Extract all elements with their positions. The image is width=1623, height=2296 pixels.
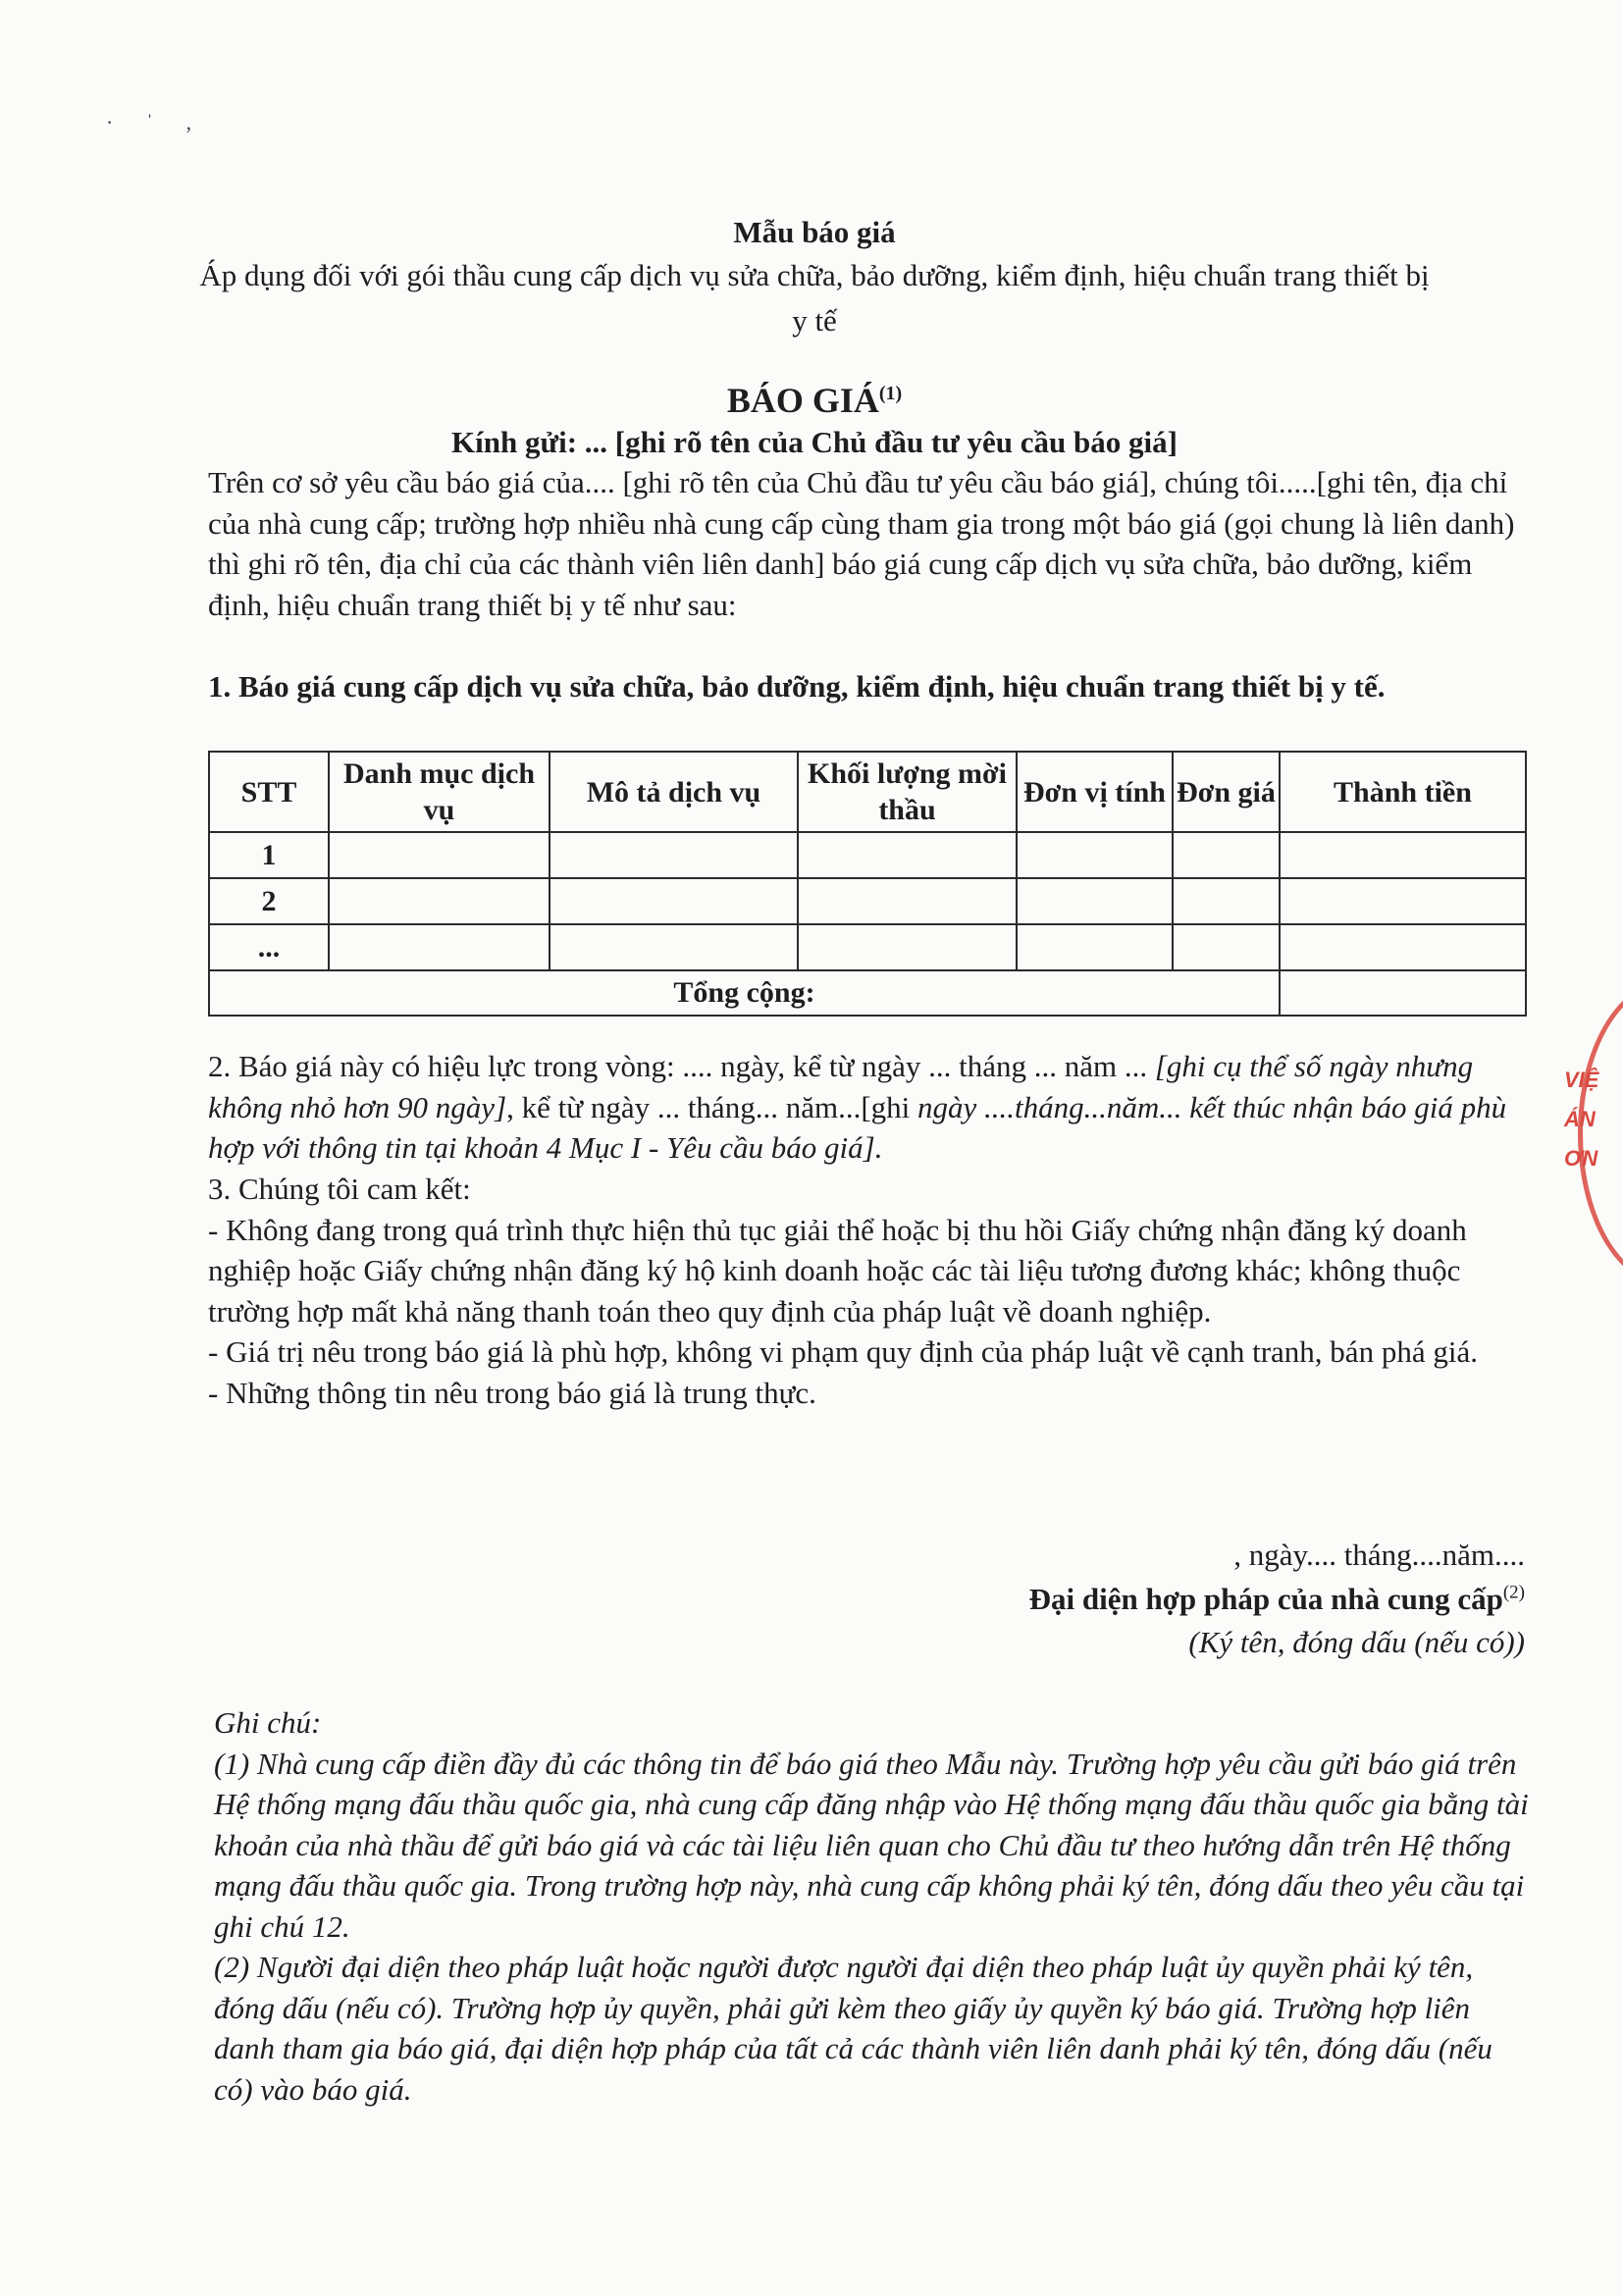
signature-date-line: , ngày.... tháng....năm.... [1233,1538,1525,1572]
stamp-text: ÁN [1564,1107,1596,1131]
section-1-heading: 1. Báo giá cung cấp dịch vụ sửa chữa, bảo dưỡng, kiểm định, hiệu chuẩn trang thiết bị y tế. [208,669,1386,704]
table-cell [550,832,798,878]
notes-heading: Ghi chú: [214,1705,322,1740]
signature-title-footnote: (2) [1502,1582,1525,1603]
form-subtitle: Áp dụng đối với gói thầu cung cấp dịch vụ sửa chữa, bảo dưỡng, kiểm định, hiệu chuẩn trang thiết bị y tế [199,258,1430,338]
table-cell [1280,878,1526,924]
table-row [209,832,1526,878]
table-cell: 1 [209,832,329,878]
section-2-text-2: , kể từ ngày ... tháng... năm...[ghi [506,1089,918,1124]
table-cell: ... [209,924,329,970]
form-title: Mẫu báo giá [733,215,896,249]
table-cell [798,924,1017,970]
table-row [209,878,1526,924]
table-header-cell: Đơn giá [1173,752,1280,832]
table-cell [798,832,1017,878]
table-cell [329,832,550,878]
table-cell: 2 [209,878,329,924]
table-cell [550,878,798,924]
table-total-value [1280,970,1526,1016]
commitment-item: - Không đang trong quá trình thực hiện thủ tục giải thể hoặc bị thu hồi Giấy chứng nhận đăng ký doanh nghiệp hoặc Giấy chứng nhận đăng ký hộ kinh doanh hoặc các tài liệu tương đương khác; không thuộc trường hợp mất khả năng thanh toán theo quy định của pháp luật về doanh nghiệp. [208,1212,1467,1329]
scan-specks: · ˈ , [106,110,206,134]
table-header-cell: STT [209,752,329,832]
table-header-cell: Mô tả dịch vụ [550,752,798,832]
table-header-cell: Khối lượng mời thầu [798,752,1017,832]
section-2-italic-2: ngày ....tháng...năm... kết thúc nhận báo giá phù hợp với thông tin tại khoản 4 Mục I - Yêu cầu báo giá]. [208,1089,1507,1165]
note-item: (1) Nhà cung cấp điền đầy đủ các thông tin để báo giá theo Mẫu này. Trường hợp yêu cầu gửi báo giá trên Hệ thống mạng đấu thầu quốc gia, nhà cung cấp đăng nhập vào Hệ thống mạng đấu thầu quốc gia bằng tài khoản của nhà thầu để gửi báo giá và các tài liệu liên quan cho Chủ đầu tư theo hướng dẫn trên Hệ thống mạng đấu thầu quốc gia. Trong trường hợp này, nhà cung cấp không phải ký tên, đóng dấu theo yêu cầu tại ghi chú 12. [214,1746,1529,1944]
table-cell [550,924,798,970]
quote-title-text: BÁO GIÁ [726,381,879,420]
table-header-row [209,752,1526,832]
table-header-cell: Thành tiền [1280,752,1526,832]
table-total-label: Tổng cộng: [209,970,1280,1016]
table-cell [329,878,550,924]
signature-title-text: Đại diện hợp pháp của nhà cung cấp [1028,1582,1503,1616]
recipient-line: Kính gửi: ... [ghi rõ tên của Chủ đầu tư yêu cầu báo giá] [451,425,1178,459]
section-2-paragraph [208,1046,1523,1169]
table-cell [1173,832,1280,878]
quote-table [208,751,1527,1017]
red-stamp-fragment [1556,981,1623,1285]
table-cell [1017,878,1173,924]
table-cell [329,924,550,970]
note-item: (2) Người đại diện theo pháp luật hoặc người được người đại diện theo pháp luật ủy quyền phải ký tên, đóng dấu (nếu có). Trường hợp ủy quyền, phải gửi kèm theo giấy ủy quyền ký báo giá. Trường hợp liên danh tham gia báo giá, đại diện hợp pháp của tất cả các thành viên liên danh phải ký tên, đóng dấu (nếu có) vào báo giá. [214,1950,1492,2107]
section-3-heading: 3. Chúng tôi cam kết: [208,1172,471,1206]
commitment-item: - Giá trị nêu trong báo giá là phù hợp, không vi phạm quy định của pháp luật về cạnh tranh, bán phá giá. [208,1334,1478,1369]
section-2-text: 2. Báo giá này có hiệu lực trong vòng: .... ngày, kể từ ngày ... tháng ... năm ... [208,1049,1155,1083]
stamp-text: VIỆ [1564,1068,1599,1092]
section-3 [208,1169,1523,1413]
table-row [209,924,1526,970]
table-header-cell: Danh mục dịch vụ [329,752,550,832]
quote-title [196,371,1433,423]
stamp-text: ƠN [1564,1146,1598,1171]
table-cell [798,878,1017,924]
commitment-item: - Những thông tin nêu trong báo giá là trung thực. [208,1375,816,1410]
section-2-italic-1: [ghi cụ thể số ngày nhưng không nhỏ hơn 90 ngày] [208,1049,1474,1124]
table-header-cell: Đơn vị tính [1017,752,1173,832]
table-cell [1173,878,1280,924]
table-cell [1017,832,1173,878]
intro-paragraph: Trên cơ sở yêu cầu báo giá của.... [ghi rõ tên của Chủ đầu tư yêu cầu báo giá], chúng tôi.....[ghi tên, địa chỉ của nhà cung cấp; trường hợp nhiều nhà cung cấp cùng tham gia trong một báo giá (gọi chung là liên danh) thì ghi rõ tên, địa chỉ của các thành viên liên danh] báo giá cung cấp dịch vụ sửa chữa, bảo dưỡng, kiểm định, hiệu chuẩn trang thiết bị y tế như sau: [208,465,1515,622]
quote-title-footnote: (1) [878,383,903,404]
notes-section [214,1702,1529,2110]
table-cell [1173,924,1280,970]
table-cell [1280,832,1526,878]
table-cell [1017,924,1173,970]
signature-title [1029,1582,1525,1617]
table-cell [1280,924,1526,970]
table-total-row [209,970,1526,1016]
stamp-arc [1578,981,1623,1285]
signature-note: (Ký tên, đóng dấu (nếu có)) [1188,1625,1525,1659]
